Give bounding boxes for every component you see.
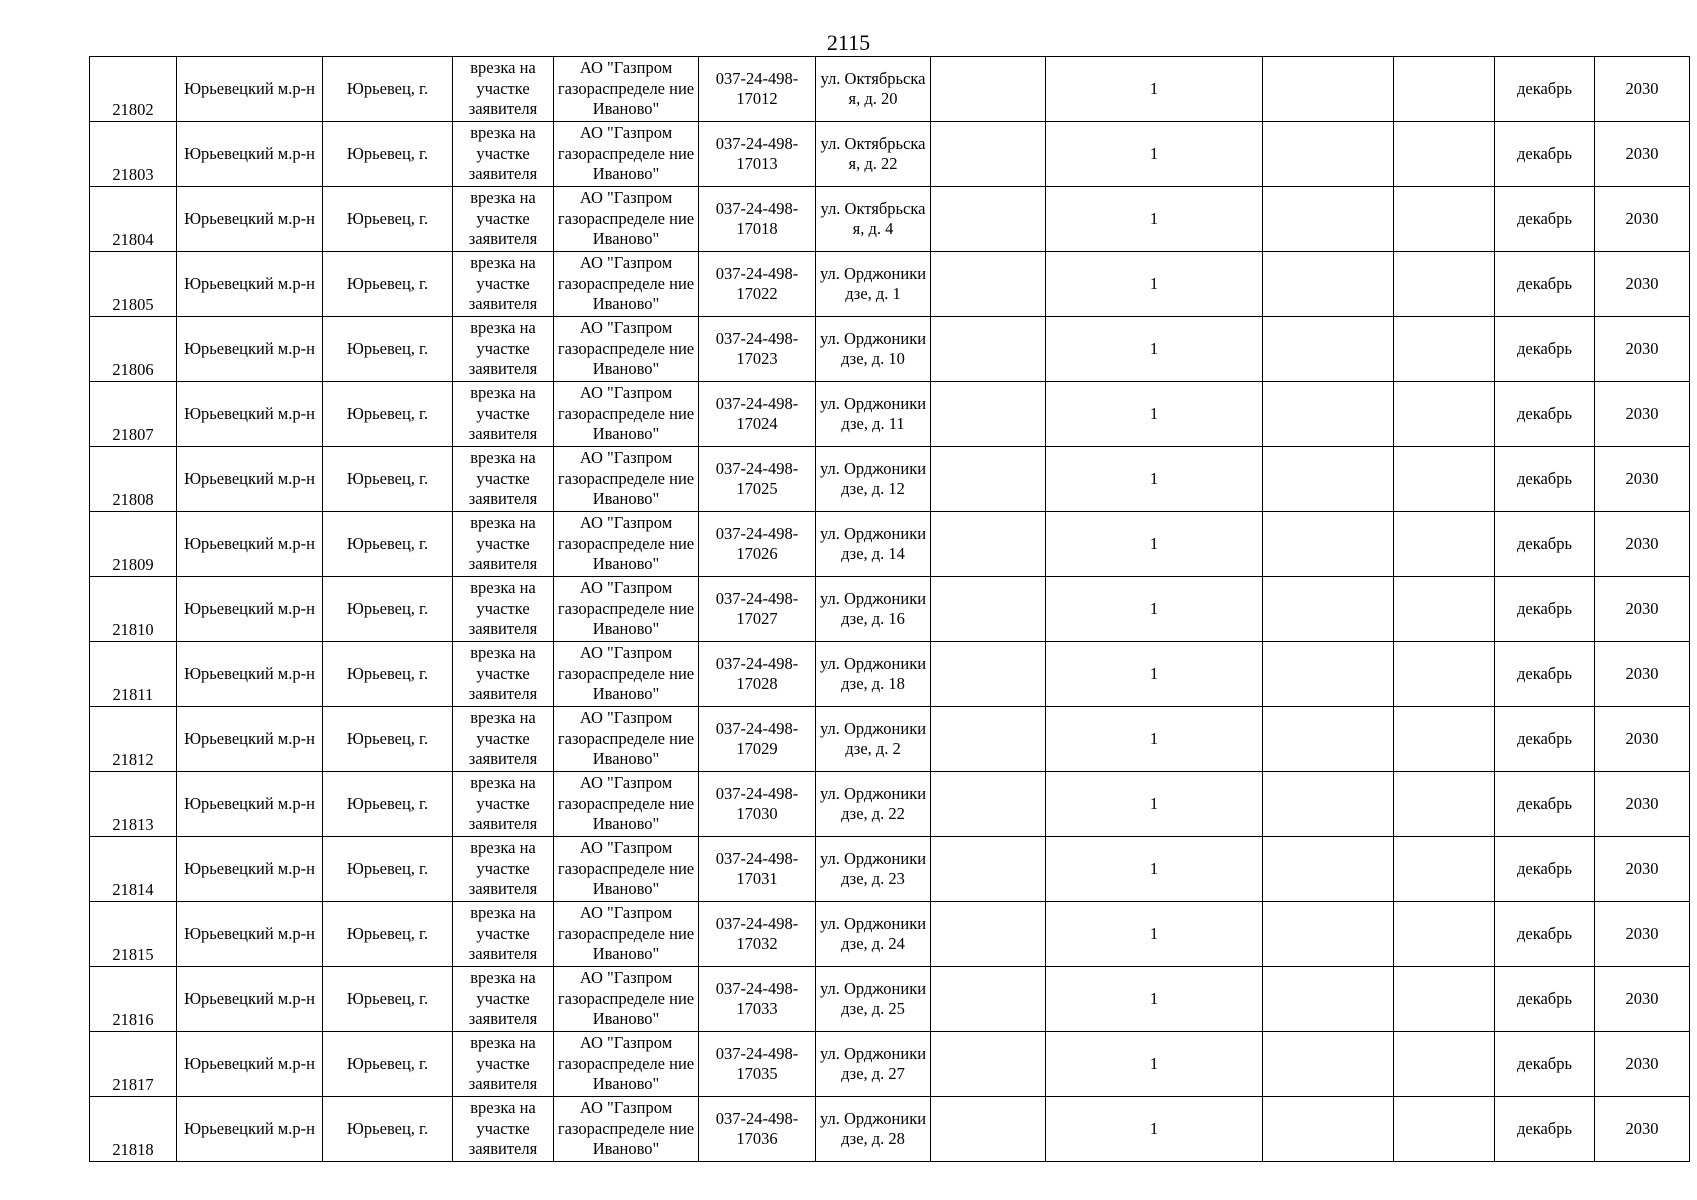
- company-cell: АО "Газпром газораспределе ние Иваново": [554, 642, 699, 707]
- address-cell: ул. Орджоники дзе, д. 11: [816, 382, 931, 447]
- address-cell: ул. Орджоники дзе, д. 18: [816, 642, 931, 707]
- table-row: [90, 122, 1690, 187]
- company-cell: АО "Газпром газораспределе ние Иваново": [554, 317, 699, 382]
- connection-type-cell: врезка на участке заявителя: [453, 57, 554, 122]
- district-cell: Юрьевецкий м.р-н: [177, 707, 323, 772]
- empty-cell: [1263, 642, 1394, 707]
- city-cell: Юрьевец, г.: [323, 1032, 453, 1097]
- table-row: [90, 772, 1690, 837]
- empty-cell: [931, 57, 1046, 122]
- year-cell: 2030: [1595, 642, 1690, 707]
- empty-cell: [931, 252, 1046, 317]
- empty-cell: [931, 382, 1046, 447]
- year-cell: 2030: [1595, 902, 1690, 967]
- address-cell: ул. Орджоники дзе, д. 16: [816, 577, 931, 642]
- empty-cell: [931, 1032, 1046, 1097]
- empty-cell: [931, 642, 1046, 707]
- company-cell: АО "Газпром газораспределе ние Иваново": [554, 252, 699, 317]
- empty-cell: [1394, 382, 1495, 447]
- empty-cell: [931, 447, 1046, 512]
- city-cell: Юрьевец, г.: [323, 57, 453, 122]
- empty-cell: [1394, 577, 1495, 642]
- object-code-cell: 037-24-498-17026: [699, 512, 816, 577]
- table-row: [90, 382, 1690, 447]
- district-cell: Юрьевецкий м.р-н: [177, 902, 323, 967]
- empty-cell: [1394, 967, 1495, 1032]
- quantity-cell: 1: [1046, 57, 1263, 122]
- city-cell: Юрьевец, г.: [323, 447, 453, 512]
- table-row: [90, 642, 1690, 707]
- address-cell: ул. Орджоники дзе, д. 24: [816, 902, 931, 967]
- empty-cell: [931, 772, 1046, 837]
- company-cell: АО "Газпром газораспределе ние Иваново": [554, 707, 699, 772]
- connection-type-cell: врезка на участке заявителя: [453, 382, 554, 447]
- address-cell: ул. Орджоники дзе, д. 22: [816, 772, 931, 837]
- company-cell: АО "Газпром газораспределе ние Иваново": [554, 447, 699, 512]
- month-cell: декабрь: [1495, 512, 1595, 577]
- empty-cell: [1263, 707, 1394, 772]
- address-cell: ул. Орджоники дзе, д. 23: [816, 837, 931, 902]
- object-code-cell: 037-24-498-17029: [699, 707, 816, 772]
- row-id-cell: 21810: [90, 577, 177, 642]
- quantity-cell: 1: [1046, 122, 1263, 187]
- year-cell: 2030: [1595, 252, 1690, 317]
- district-cell: Юрьевецкий м.р-н: [177, 122, 323, 187]
- address-cell: ул. Орджоники дзе, д. 2: [816, 707, 931, 772]
- year-cell: 2030: [1595, 577, 1690, 642]
- row-id-cell: 21811: [90, 642, 177, 707]
- quantity-cell: 1: [1046, 1032, 1263, 1097]
- table-row: [90, 707, 1690, 772]
- company-cell: АО "Газпром газораспределе ние Иваново": [554, 1032, 699, 1097]
- year-cell: 2030: [1595, 512, 1690, 577]
- empty-cell: [1263, 382, 1394, 447]
- quantity-cell: 1: [1046, 967, 1263, 1032]
- city-cell: Юрьевец, г.: [323, 772, 453, 837]
- quantity-cell: 1: [1046, 707, 1263, 772]
- row-id-cell: 21806: [90, 317, 177, 382]
- quantity-cell: 1: [1046, 252, 1263, 317]
- connection-type-cell: врезка на участке заявителя: [453, 902, 554, 967]
- address-cell: ул. Орджоники дзе, д. 1: [816, 252, 931, 317]
- city-cell: Юрьевец, г.: [323, 577, 453, 642]
- connection-type-cell: врезка на участке заявителя: [453, 772, 554, 837]
- empty-cell: [931, 187, 1046, 252]
- empty-cell: [1394, 512, 1495, 577]
- empty-cell: [1263, 317, 1394, 382]
- table-row: [90, 1032, 1690, 1097]
- empty-cell: [1263, 252, 1394, 317]
- month-cell: декабрь: [1495, 967, 1595, 1032]
- district-cell: Юрьевецкий м.р-н: [177, 577, 323, 642]
- city-cell: Юрьевец, г.: [323, 382, 453, 447]
- city-cell: Юрьевец, г.: [323, 642, 453, 707]
- address-cell: ул. Орджоники дзе, д. 10: [816, 317, 931, 382]
- year-cell: 2030: [1595, 837, 1690, 902]
- district-cell: Юрьевецкий м.р-н: [177, 187, 323, 252]
- quantity-cell: 1: [1046, 772, 1263, 837]
- company-cell: АО "Газпром газораспределе ние Иваново": [554, 967, 699, 1032]
- object-code-cell: 037-24-498-17032: [699, 902, 816, 967]
- address-cell: ул. Орджоники дзе, д. 14: [816, 512, 931, 577]
- object-code-cell: 037-24-498-17024: [699, 382, 816, 447]
- month-cell: декабрь: [1495, 122, 1595, 187]
- month-cell: декабрь: [1495, 252, 1595, 317]
- district-cell: Юрьевецкий м.р-н: [177, 317, 323, 382]
- connection-type-cell: врезка на участке заявителя: [453, 447, 554, 512]
- table-row: [90, 512, 1690, 577]
- address-cell: ул. Орджоники дзе, д. 12: [816, 447, 931, 512]
- row-id-cell: 21817: [90, 1032, 177, 1097]
- city-cell: Юрьевец, г.: [323, 512, 453, 577]
- table-body: [90, 57, 1690, 1162]
- year-cell: 2030: [1595, 447, 1690, 512]
- object-code-cell: 037-24-498-17035: [699, 1032, 816, 1097]
- district-cell: Юрьевецкий м.р-н: [177, 1097, 323, 1162]
- year-cell: 2030: [1595, 382, 1690, 447]
- empty-cell: [1263, 57, 1394, 122]
- city-cell: Юрьевец, г.: [323, 837, 453, 902]
- row-id-cell: 21813: [90, 772, 177, 837]
- connection-type-cell: врезка на участке заявителя: [453, 317, 554, 382]
- month-cell: декабрь: [1495, 577, 1595, 642]
- connection-type-cell: врезка на участке заявителя: [453, 1097, 554, 1162]
- year-cell: 2030: [1595, 317, 1690, 382]
- empty-cell: [931, 837, 1046, 902]
- row-id-cell: 21818: [90, 1097, 177, 1162]
- empty-cell: [1263, 837, 1394, 902]
- connection-type-cell: врезка на участке заявителя: [453, 122, 554, 187]
- district-cell: Юрьевецкий м.р-н: [177, 252, 323, 317]
- connection-type-cell: врезка на участке заявителя: [453, 512, 554, 577]
- empty-cell: [1263, 122, 1394, 187]
- district-cell: Юрьевецкий м.р-н: [177, 967, 323, 1032]
- empty-cell: [1394, 1097, 1495, 1162]
- object-code-cell: 037-24-498-17022: [699, 252, 816, 317]
- year-cell: 2030: [1595, 1097, 1690, 1162]
- empty-cell: [1394, 642, 1495, 707]
- connection-type-cell: врезка на участке заявителя: [453, 577, 554, 642]
- city-cell: Юрьевец, г.: [323, 252, 453, 317]
- quantity-cell: 1: [1046, 1097, 1263, 1162]
- empty-cell: [1263, 1097, 1394, 1162]
- connection-type-cell: врезка на участке заявителя: [453, 642, 554, 707]
- object-code-cell: 037-24-498-17025: [699, 447, 816, 512]
- city-cell: Юрьевец, г.: [323, 122, 453, 187]
- month-cell: декабрь: [1495, 317, 1595, 382]
- empty-cell: [1263, 1032, 1394, 1097]
- empty-cell: [1394, 772, 1495, 837]
- company-cell: АО "Газпром газораспределе ние Иваново": [554, 902, 699, 967]
- district-cell: Юрьевецкий м.р-н: [177, 837, 323, 902]
- row-id-cell: 21816: [90, 967, 177, 1032]
- row-id-cell: 21803: [90, 122, 177, 187]
- company-cell: АО "Газпром газораспределе ние Иваново": [554, 837, 699, 902]
- row-id-cell: 21809: [90, 512, 177, 577]
- city-cell: Юрьевец, г.: [323, 187, 453, 252]
- page-number: 2115: [826, 30, 871, 55]
- address-cell: ул. Орджоники дзе, д. 28: [816, 1097, 931, 1162]
- registry-table: [89, 56, 1690, 1162]
- empty-cell: [1394, 707, 1495, 772]
- district-cell: Юрьевецкий м.р-н: [177, 447, 323, 512]
- row-id-cell: 21805: [90, 252, 177, 317]
- month-cell: декабрь: [1495, 382, 1595, 447]
- empty-cell: [1394, 837, 1495, 902]
- quantity-cell: 1: [1046, 902, 1263, 967]
- empty-cell: [1263, 902, 1394, 967]
- quantity-cell: 1: [1046, 317, 1263, 382]
- row-id-cell: 21815: [90, 902, 177, 967]
- city-cell: Юрьевец, г.: [323, 1097, 453, 1162]
- company-cell: АО "Газпром газораспределе ние Иваново": [554, 382, 699, 447]
- object-code-cell: 037-24-498-17023: [699, 317, 816, 382]
- empty-cell: [1394, 1032, 1495, 1097]
- object-code-cell: 037-24-498-17031: [699, 837, 816, 902]
- empty-cell: [931, 512, 1046, 577]
- empty-cell: [1394, 252, 1495, 317]
- empty-cell: [1394, 902, 1495, 967]
- city-cell: Юрьевец, г.: [323, 902, 453, 967]
- empty-cell: [1394, 122, 1495, 187]
- table-row: [90, 902, 1690, 967]
- quantity-cell: 1: [1046, 382, 1263, 447]
- empty-cell: [1263, 187, 1394, 252]
- address-cell: ул. Орджоники дзе, д. 25: [816, 967, 931, 1032]
- empty-cell: [1394, 317, 1495, 382]
- empty-cell: [1263, 512, 1394, 577]
- address-cell: ул. Орджоники дзе, д. 27: [816, 1032, 931, 1097]
- company-cell: АО "Газпром газораспределе ние Иваново": [554, 57, 699, 122]
- connection-type-cell: врезка на участке заявителя: [453, 1032, 554, 1097]
- month-cell: декабрь: [1495, 772, 1595, 837]
- table-row: [90, 967, 1690, 1032]
- table-row: [90, 187, 1690, 252]
- empty-cell: [931, 1097, 1046, 1162]
- year-cell: 2030: [1595, 122, 1690, 187]
- row-id-cell: 21807: [90, 382, 177, 447]
- empty-cell: [931, 317, 1046, 382]
- object-code-cell: 037-24-498-17013: [699, 122, 816, 187]
- empty-cell: [1263, 967, 1394, 1032]
- empty-cell: [931, 967, 1046, 1032]
- connection-type-cell: врезка на участке заявителя: [453, 967, 554, 1032]
- quantity-cell: 1: [1046, 187, 1263, 252]
- month-cell: декабрь: [1495, 447, 1595, 512]
- table-row: [90, 577, 1690, 642]
- table-row: [90, 252, 1690, 317]
- row-id-cell: 21812: [90, 707, 177, 772]
- object-code-cell: 037-24-498-17018: [699, 187, 816, 252]
- month-cell: декабрь: [1495, 707, 1595, 772]
- empty-cell: [931, 707, 1046, 772]
- address-cell: ул. Октябрьска я, д. 20: [816, 57, 931, 122]
- month-cell: декабрь: [1495, 837, 1595, 902]
- month-cell: декабрь: [1495, 187, 1595, 252]
- year-cell: 2030: [1595, 1032, 1690, 1097]
- district-cell: Юрьевецкий м.р-н: [177, 642, 323, 707]
- company-cell: АО "Газпром газораспределе ние Иваново": [554, 1097, 699, 1162]
- quantity-cell: 1: [1046, 577, 1263, 642]
- company-cell: АО "Газпром газораспределе ние Иваново": [554, 577, 699, 642]
- district-cell: Юрьевецкий м.р-н: [177, 512, 323, 577]
- object-code-cell: 037-24-498-17028: [699, 642, 816, 707]
- address-cell: ул. Октябрьска я, д. 4: [816, 187, 931, 252]
- year-cell: 2030: [1595, 967, 1690, 1032]
- empty-cell: [1394, 187, 1495, 252]
- table-row: [90, 837, 1690, 902]
- connection-type-cell: врезка на участке заявителя: [453, 252, 554, 317]
- object-code-cell: 037-24-498-17036: [699, 1097, 816, 1162]
- month-cell: декабрь: [1495, 902, 1595, 967]
- company-cell: АО "Газпром газораспределе ние Иваново": [554, 772, 699, 837]
- table-row: [90, 447, 1690, 512]
- row-id-cell: 21814: [90, 837, 177, 902]
- company-cell: АО "Газпром газораспределе ние Иваново": [554, 512, 699, 577]
- row-id-cell: 21802: [90, 57, 177, 122]
- district-cell: Юрьевецкий м.р-н: [177, 772, 323, 837]
- connection-type-cell: врезка на участке заявителя: [453, 837, 554, 902]
- quantity-cell: 1: [1046, 512, 1263, 577]
- object-code-cell: 037-24-498-17027: [699, 577, 816, 642]
- month-cell: декабрь: [1495, 1097, 1595, 1162]
- quantity-cell: 1: [1046, 447, 1263, 512]
- object-code-cell: 037-24-498-17033: [699, 967, 816, 1032]
- empty-cell: [1263, 577, 1394, 642]
- quantity-cell: 1: [1046, 837, 1263, 902]
- district-cell: Юрьевецкий м.р-н: [177, 1032, 323, 1097]
- year-cell: 2030: [1595, 772, 1690, 837]
- empty-cell: [931, 902, 1046, 967]
- empty-cell: [931, 577, 1046, 642]
- empty-cell: [1263, 447, 1394, 512]
- connection-type-cell: врезка на участке заявителя: [453, 187, 554, 252]
- city-cell: Юрьевец, г.: [323, 967, 453, 1032]
- empty-cell: [931, 122, 1046, 187]
- company-cell: АО "Газпром газораспределе ние Иваново": [554, 122, 699, 187]
- year-cell: 2030: [1595, 187, 1690, 252]
- district-cell: Юрьевецкий м.р-н: [177, 57, 323, 122]
- city-cell: Юрьевец, г.: [323, 707, 453, 772]
- empty-cell: [1394, 447, 1495, 512]
- object-code-cell: 037-24-498-17030: [699, 772, 816, 837]
- empty-cell: [1394, 57, 1495, 122]
- table-row: [90, 57, 1690, 122]
- year-cell: 2030: [1595, 707, 1690, 772]
- year-cell: 2030: [1595, 57, 1690, 122]
- month-cell: декабрь: [1495, 57, 1595, 122]
- address-cell: ул. Октябрьска я, д. 22: [816, 122, 931, 187]
- table-row: [90, 317, 1690, 382]
- connection-type-cell: врезка на участке заявителя: [453, 707, 554, 772]
- empty-cell: [1263, 772, 1394, 837]
- month-cell: декабрь: [1495, 1032, 1595, 1097]
- city-cell: Юрьевец, г.: [323, 317, 453, 382]
- month-cell: декабрь: [1495, 642, 1595, 707]
- row-id-cell: 21804: [90, 187, 177, 252]
- table-row: [90, 1097, 1690, 1162]
- row-id-cell: 21808: [90, 447, 177, 512]
- company-cell: АО "Газпром газораспределе ние Иваново": [554, 187, 699, 252]
- quantity-cell: 1: [1046, 642, 1263, 707]
- object-code-cell: 037-24-498-17012: [699, 57, 816, 122]
- district-cell: Юрьевецкий м.р-н: [177, 382, 323, 447]
